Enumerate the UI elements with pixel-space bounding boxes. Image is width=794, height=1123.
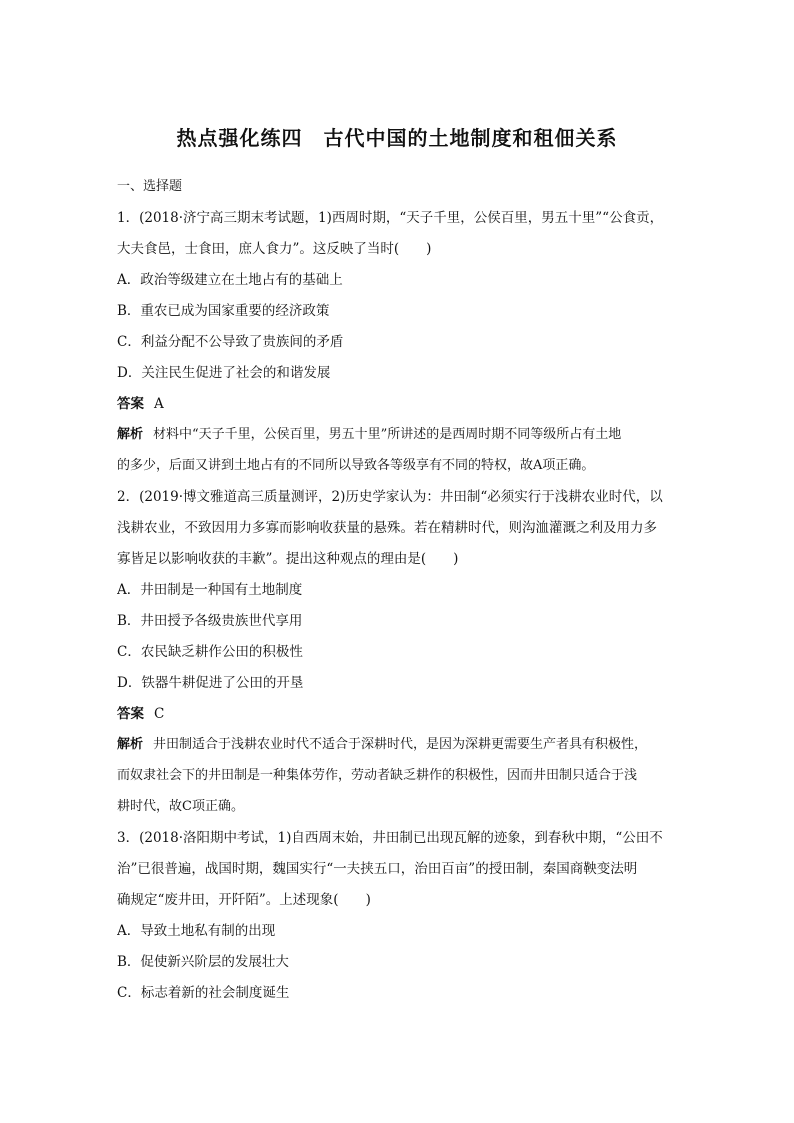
analysis-text: 材料中“天子千里，公侯百里，男五十里”所讲述的是西周时期不同等级所占有土地 — [153, 427, 622, 442]
document-body — [117, 176, 683, 1013]
option-b: B．重农已成为国家重要的经济政策 — [117, 303, 330, 319]
answer-line — [117, 703, 683, 734]
question-3 — [117, 827, 683, 1013]
option-a: A．导致土地私有制的出现 — [117, 923, 276, 939]
answer-line — [117, 393, 683, 424]
analysis-label: 解析 — [117, 427, 144, 442]
question-stem-line: 3．(2018·洛阳期中考试，1)自西周末始，井田制已出现瓦解的迹象，到春秋中期，“公田不 — [117, 830, 663, 846]
analysis-line: 耕时代，故C项正确。 — [117, 799, 244, 814]
analysis — [117, 424, 683, 486]
analysis-line: 而奴隶社会下的井田制是一种集体劳作，劳动者缺乏耕作的积极性，因而井田制只适合于浅 — [117, 768, 638, 783]
question-stem-line: 大夫食邑，士食田，庶人食力”。这反映了当时( ) — [117, 241, 432, 257]
option-c: C．农民缺乏耕作公田的积极性 — [117, 644, 303, 660]
question-2 — [117, 486, 683, 827]
analysis-text: 井田制适合于浅耕农业时代不适合于深耕时代，是因为深耕更需要生产者具有积极性， — [153, 737, 648, 752]
answer-value: A — [154, 396, 164, 412]
answer-value: C — [154, 706, 165, 722]
analysis-line — [117, 424, 683, 455]
question-1 — [117, 207, 683, 486]
option-c: C．标志着新的社会制度诞生 — [117, 985, 290, 1001]
option-d: D．关注民生促进了社会的和谐发展 — [117, 365, 331, 381]
option-a: A．井田制是一种国有土地制度 — [117, 582, 303, 598]
analysis — [117, 734, 683, 827]
answer-label: 答案 — [117, 396, 144, 412]
analysis-line — [117, 734, 683, 765]
option-b: B．井田授予各级贵族世代享用 — [117, 613, 303, 629]
answer-label: 答案 — [117, 706, 144, 722]
option-c: C．利益分配不公导致了贵族间的矛盾 — [117, 334, 344, 350]
question-stem-line: 1．(2018·济宁高三期末考试题，1)西周时期，“天子千里，公侯百里，男五十里”“公食贡， — [117, 210, 664, 226]
section-heading: 一、选择题 — [117, 179, 183, 194]
option-b: B．促使新兴阶层的发展壮大 — [117, 954, 289, 970]
question-stem-line: 确规定“废井田，开阡陌”。上述现象( ) — [117, 892, 371, 908]
question-stem-line: 浅耕农业，不致因用力多寡而影响收获量的悬殊。若在精耕时代，则沟洫灌溉之利及用力多 — [117, 520, 657, 536]
analysis-label: 解析 — [117, 737, 144, 752]
option-d: D．铁器牛耕促进了公田的开垦 — [117, 675, 304, 691]
analysis-line: 的多少，后面又讲到土地占有的不同所以导致各等级享有不同的特权，故A项正确。 — [117, 458, 595, 473]
question-stem-line: 寡皆足以影响收获的丰歉”。提出这种观点的理由是( ) — [117, 551, 459, 567]
question-stem-line: 治”已很普遍，战国时期，魏国实行“一夫挟五口，治田百亩”的授田制，秦国商鞅变法明 — [117, 861, 638, 877]
page-title: 热点强化练四 古代中国的土地制度和租佃关系 — [176, 126, 618, 150]
question-stem-line: 2．(2019·博文雅道高三质量测评，2)历史学家认为：井田制“必须实行于浅耕农业时代，以 — [117, 489, 663, 505]
option-a: A．政治等级建立在土地占有的基础上 — [117, 272, 343, 288]
